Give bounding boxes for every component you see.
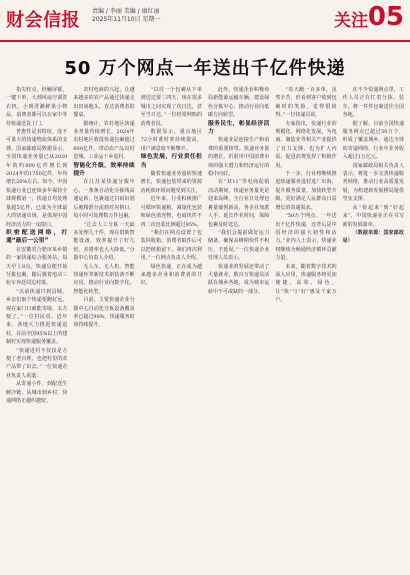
paragraph: 据统计，农村地区快递业务量持续增长，2024年农村地区收投快递包裹超过600亿件，带动农产品出村进城，工业品下乡进村。 (73, 120, 135, 161)
subheading: 绿色发展，行业责任担当 (140, 154, 202, 169)
paragraph: 国家邮政局相关负责人表示，将进一步完善快递服务网络，推动行业高质量发展，为构建新发展格局提供坚实支撑。 (342, 162, 404, 203)
paragraph: 从寄递小件，到配送生鲜冷链、从城市到乡村，快递网络正越织越密。 (6, 381, 68, 405)
paragraph: “每天跑一百多单，虽然辛苦，但看到客户收到包裹时的笑脸，觉得很值得。”一位快递员说。 (275, 87, 337, 119)
column-6 (343, 86, 404, 568)
masthead-logo: 财会信报 (6, 10, 80, 31)
subheading: 智能化升级，效率持续提升 (73, 162, 135, 178)
column-3 (141, 86, 202, 568)
paragraph: 在安徽省合肥市某乡镇的一家快递综合服务站，每天早上8点，快递员便开始分拣包裹，随后骑着电动三轮车奔赴周边村落。 (6, 246, 68, 287)
paragraph: 普惠性是其特征，庞不可量大的快递物流体系的支撑。国家邮政局数据显示，全国快递业务量已从2020年的约800亿件增长到2024年的1750亿件，年均增长20%左右。如今，中国快递行业已连续多年保持全球规模第一，快递日均处理量超5亿件，已成为全球最大的快递市场，是体现中国经济活力的一扇窗口。 (6, 129, 68, 228)
subheading: 织密配送网络，打通“最后一公里” (6, 229, 68, 245)
paragraph: 据了解，目前全国快递服务网点已超过50万个，形成了覆盖城乡、通达全球的寄递网络，行业年业务收入超过1万亿元。 (342, 120, 404, 161)
paragraph: “快递进村不仅仅是方便了老百姓，也把村里的农产品带了出去。”一位快递企业负责人说道。 (6, 347, 68, 379)
article-body (6, 86, 404, 568)
section-title: 关注 (334, 11, 368, 31)
editor-line: 责编 / 李丽 美编 / 康红丽 (92, 8, 160, 15)
paragraph: 农村电商的兴起，让越来越多的农产品通过快递走出田间地头，直达消费者的餐桌。 (73, 87, 135, 119)
header-rule (0, 40, 410, 42)
paragraph: 指尖轻点，经触屏幕，一键下单，大到风扇空调洗衣机，小到洗漱鲜果小物品，消费者都可以在家中等待快递送货上门。 (6, 87, 68, 127)
date-line: 2025年11月10日 星期一 (92, 16, 161, 23)
column-2 (73, 86, 134, 568)
paragraph: 专家指出，快递行业的规模化、网络化发展，为电商、制造业等相关产业提供了有力支撑，也为扩大内需、促进消费发挥了积极作用。 (275, 120, 337, 169)
paragraph: “我们会提前做好运力储备，确保高峰期快件不积压、不延误。”一位快递企业管理人员表示。 (207, 229, 270, 262)
edition-meta (92, 8, 160, 24)
paragraph: 绿色快递，正在成为越来越多企业和消费者的共识。 (140, 263, 202, 287)
paragraph: 快递业的发展还带动了大量就业，数百万快递员活跃在城乡各地，成为城市运转中不可或缺的一部分。 (207, 263, 270, 295)
subheading: 服务民生，彰显经济活力 (207, 120, 270, 136)
paragraph: 从“快起来”到“好起来”，中国快递业正在书写新的发展篇章。 (342, 204, 404, 228)
paragraph: “以往一个包裹从下单到送达要三四天，现在很多城市之间实现了次日达，甚至当日达。”一位经常网购的消费者说。 (140, 87, 202, 127)
page-header (0, 0, 410, 40)
column-4 (208, 86, 269, 568)
paragraph: 未来，随着数字技术的深入应用，快递服务将更加便捷、高效、绿色，让“快”与“好”惠及千家万户。 (275, 263, 337, 304)
paragraph: “我们在网点设置了包装回收箱，消费者取件后可以把纸箱留下，我们再次利用。”一位网点负责人介绍。 (140, 229, 202, 262)
paragraph: 下一步，行业将继续推进快递服务进村进厂出海，提升服务质量，加快转型升级，更好满足人民群众日益增长的寄递需求。 (275, 171, 337, 211)
paragraph: 近年来，行业积极推广可循环快递箱、减量化包装和绿色填充物，电商快件不再二次包装比例超过95%。 (140, 196, 202, 228)
article-headline: 50 万个网点一年送出千亿件快递 (64, 58, 346, 79)
paragraph: “以前快递只到县城，乡亲们取个快递要跑好远，现在家门口就能寄取，太方便了。”一位村民说。近年来，各地大力推进快递进村，目前全国95%以上的建制村实现快递服务覆盖。 (6, 288, 68, 346)
page-number: 05 (367, 2, 404, 32)
paragraph: 在江苏某快递分拨中心，一条条自动化分拣线高速运转，包裹通过扫码识别后被精准分流到对应格口，每小时可处理数万件包裹。 (73, 179, 135, 220)
paragraph: 此外，快递企业积极布局新能源运输车辆，建设绿色分拣中心，推动行业向低碳方向转型。 (207, 87, 270, 119)
paragraph: 无人车、无人机、智能快递柜等新技术新装备不断应用，推动行业向数字化、智能化转型。 (73, 263, 135, 295)
paragraph: 目前，主要快递企业分拨中心自动化分拣设备覆盖率已超过90%，快递服务时效持续提升。 (73, 297, 135, 329)
column-5 (275, 86, 336, 568)
paragraph: 在不少快递网点里，工作人员正在忙着分拣、装车，将一件件包裹送往全国各地。 (342, 87, 404, 119)
source-note: （数据来源：国家邮政局） (342, 229, 404, 245)
paragraph: “50万个网点、一年送出千亿件快递，这背后是中国经济的强大韧性和活力。”业内人士表示，快递业将继续为畅通经济循环贡献力量。 (275, 213, 337, 262)
paragraph: 数据显示，重点地区72小时准时率持续提高，用户满意度不断攀升。 (140, 129, 202, 152)
paragraph: 快递业是连接生产和消费的重要纽带。快递业务量的增长，折射出中国消费市场的强大潜力和经济运行的稳中向好。 (207, 137, 270, 178)
paragraph: “过去人工分拣一天最多处理几千件，现在借助智能设备，效率提升了好几倍，差错率也大大降低。”分拨中心负责人介绍。 (73, 221, 135, 262)
column-1 (6, 86, 67, 568)
paragraph: 随着快递业务量的快速增长，快递包装带来的资源消耗和环境问题受到关注。 (140, 171, 202, 194)
paragraph: 在“双11”等电商促销活动期间，快递业务量更是迎来高峰，全行业日处理包裹量屡创新高，各企业加派人手、延长作业时间，保障包裹及时送达。 (207, 179, 270, 228)
